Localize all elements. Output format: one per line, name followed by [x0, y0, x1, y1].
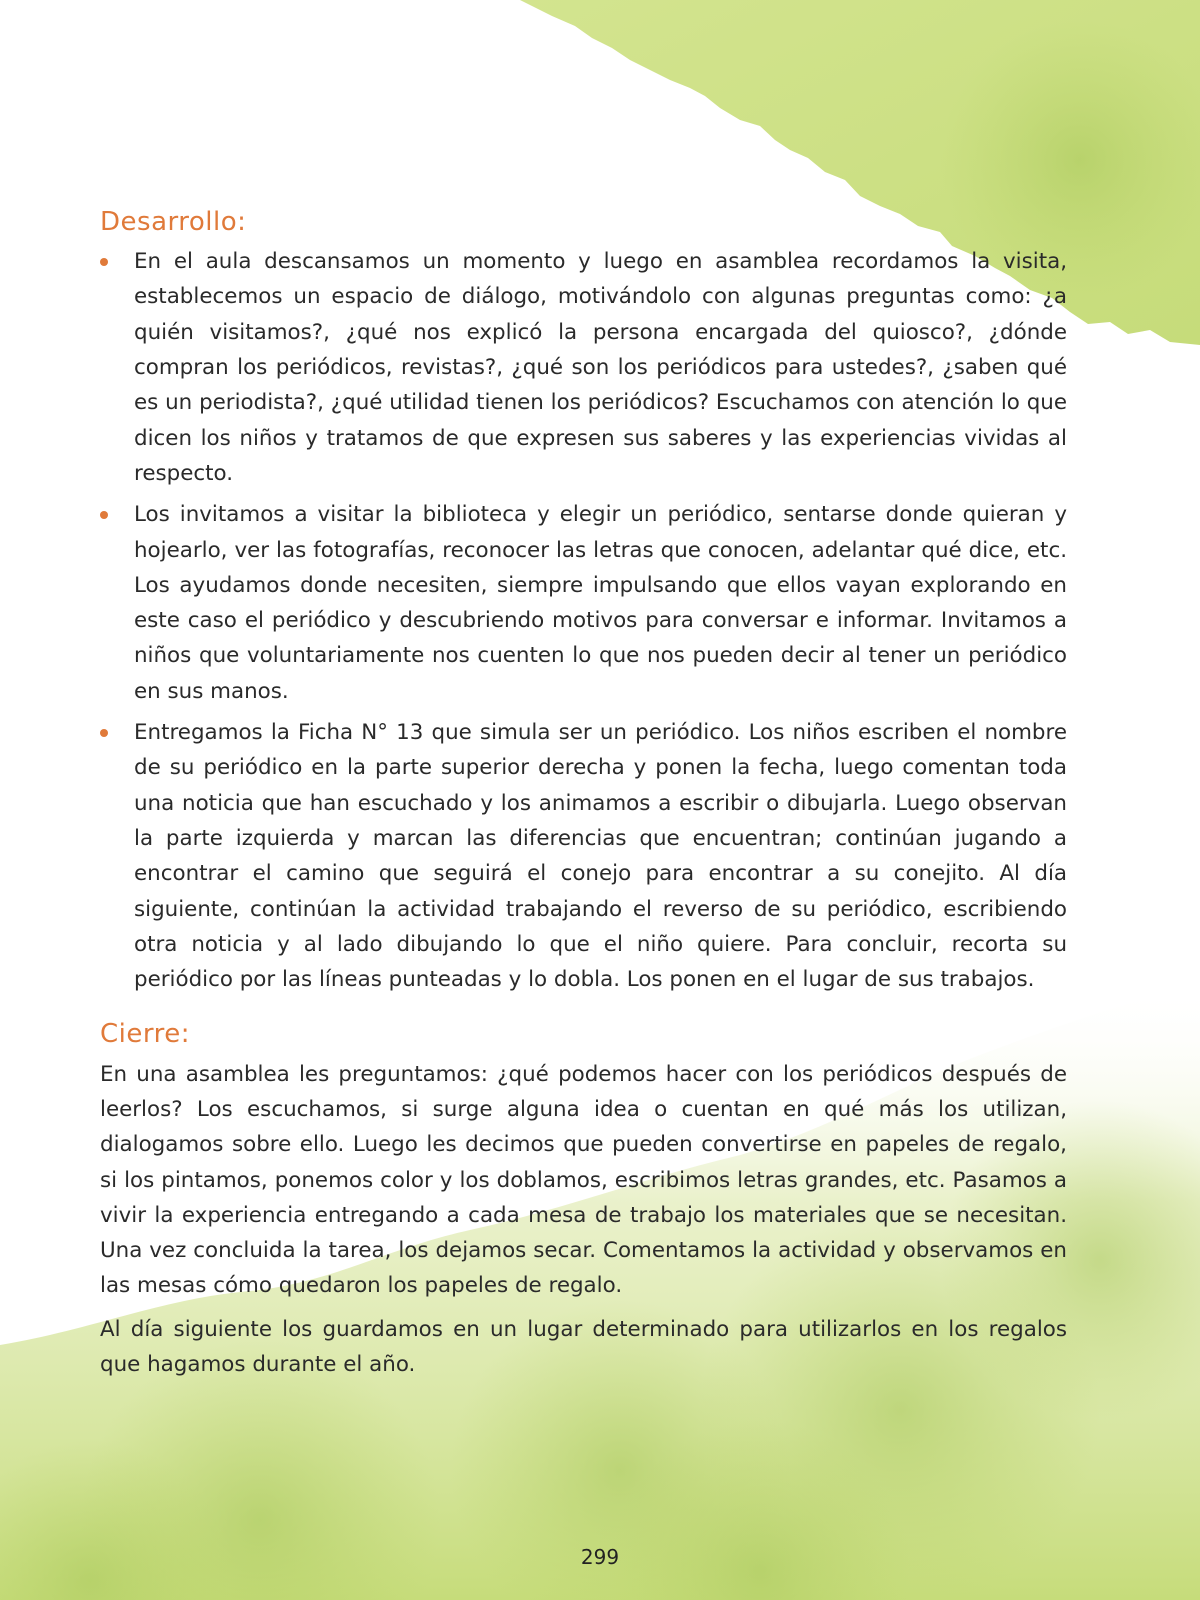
list-item — [100, 497, 1067, 709]
list-item-text: Los invitamos a visitar la biblioteca y elegir un periódico, sentarse donde quieran y hojearlo, ver las fotografías, reconocer las letras que conocen, adelantar qué dice, etc. Los ayudamos donde necesiten, siempre impulsando que ellos vayan explorando en este caso el periódico y descubriendo motivos para conversar e informar. Invitamos a niños que voluntariamente nos cuenten lo que nos pueden decir al tener un periódico en sus manos. — [134, 502, 1067, 704]
paragraph: En una asamblea les preguntamos: ¿qué podemos hacer con los periódicos después de leerlos? Los escuchamos, si surge alguna idea o cuentan en qué más los utilizan, dialogamos sobre ello. Luego les decimos que pueden convertirse en papeles de regalo, si los pintamos, ponemos color y los doblamos, escribimos letras grandes, etc. Pasamos a vivir la experiencia entregando a cada mesa de trabajo los materiales que se necesitan. Una vez concluida la tarea, los dejamos secar. Comentamos la actividad y observamos en las mesas cómo quedaron los papeles de regalo. — [100, 1061, 1067, 1299]
page-content — [100, 200, 1067, 1390]
list-item-text: Entregamos la Ficha N° 13 que simula ser un periódico. Los niños escriben el nombre de su periódico en la parte superior derecha y ponen la fecha, luego comentan toda una noticia que han escuchado y los animamos a escribir o dibujarla. Luego observan la parte izquierda y marcan las diferencias que encuentran; continúan jugando a encontrar el camino que seguirá el conejo para encontrar a su conejito. Al día siguiente, continúan la actividad trabajando el reverso de su periódico, escribiendo otra noticia y al lado dibujando lo que el niño quiere. Para concluir, recorta su periódico por las líneas punteadas y lo dobla. Los ponen en el lugar de sus trabajos. — [134, 720, 1067, 993]
bullet-dot-icon — [100, 258, 108, 266]
list-item — [100, 715, 1067, 997]
list-item — [100, 244, 1067, 491]
page-number: 299 — [580, 1545, 620, 1569]
bullet-dot-icon — [100, 511, 108, 519]
section-heading-desarrollo: Desarrollo: — [100, 207, 247, 237]
paragraph: Al día siguiente los guardamos en un lugar determinado para utilizarlos en los regalos que hagamos durante el año. — [100, 1316, 1067, 1377]
bullet-dot-icon — [100, 729, 108, 737]
desarrollo-bullet-list — [100, 244, 1067, 997]
section-heading-cierre: Cierre: — [100, 1019, 190, 1050]
list-item-text: En el aula descansamos un momento y luego en asamblea recordamos la visita, establecemos un espacio de diálogo, motivándolo con algunas preguntas como: ¿a quién visitamos?, ¿qué nos explicó la persona encargada del quiosco?, ¿dónde compran los periódicos, revistas?, ¿qué son los periódicos para ustedes?, ¿saben qué es un periodista?, ¿qué utilidad tienen los periódicos? Escuchamos con atención lo que dicen los niños y tratamos de que expresen sus saberes y las experiencias vividas al respecto. — [134, 249, 1067, 486]
